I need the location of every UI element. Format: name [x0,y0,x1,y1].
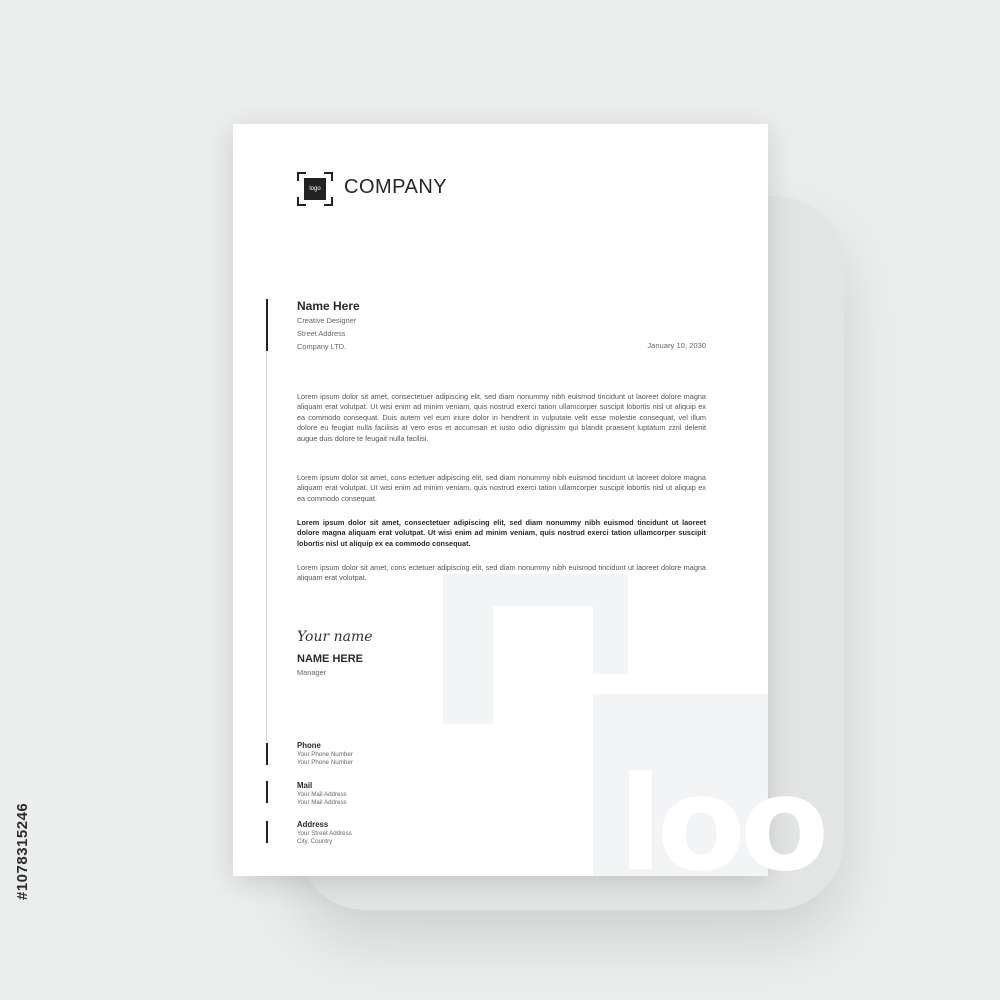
accent-line-recipient [266,299,268,351]
logo-icon [297,172,333,206]
address-line-1: Your Street Address [297,830,352,837]
accent-line-address [266,821,268,843]
phone-line-2: Your Phone Number [297,759,353,766]
recipient-name: Name Here [297,299,360,313]
company-name: COMPANY [344,176,448,198]
signatory-role: Manager [297,668,327,677]
phone-line-1: Your Phone Number [297,751,353,758]
recipient-title: Creative Designer [297,316,357,325]
phone-label: Phone [297,741,321,750]
background-bracket-shape [593,574,628,674]
address-label: Address [297,820,329,829]
body-paragraph-2: Lorem ipsum dolor sit amet, cons ectetuer adipiscing elit, sed diam nonummy nibh euismod tincidunt ut laoreet dolore magna aliquam erat volutpat. Ut wisi enim ad minim veniam, quis nostrud exerci tation ullamcorper suscipit lobortis nisl ut aliquip ex ea commodo consequat. [297,473,706,503]
body-paragraph-3: Lorem ipsum dolor sit amet, consectetuer adipiscing elit, sed diam nonummy nibh euismod tincidunt ut laoreet dolore magna aliquam erat volutpat. Ut wisi enim ad minim veniam, quis nostrud exerci tation ullamcorper suscipit lobortis nisl ut aliquip ex ea commodo consequat. [297,518,706,548]
background-logo-text: loo [618,748,824,900]
divider-line [266,351,267,741]
body-paragraph-1: Lorem ipsum dolor sit amet, consectetuer adipiscing elit, sed diam nonummy nibh euismod tincidunt ut laoreet dolore magna aliquam erat volutpat. Ut wisi enim ad minim veniam, quis nostrud exerci tation ullamcorper suscipit lobortis nisl ut aliquip ex ea commodo consequat. Duis autem vel eum iriure dolor in hendrerit in vulputate velit esse molestie consequat, vel illum dolore eu feugiat nulla facilisis at vero eros et accumsan et iusto odio dignissim qui blandit praesent luptatum zzril delenit augue duis dolore te feugait nulla facilisi. [297,392,706,443]
recipient-street: Street Address [297,329,346,338]
recipient-company: Company LTD. [297,342,347,351]
letter-date: January 10, 2030 [647,341,706,350]
accent-line-mail [266,781,268,803]
logo-label: logo [304,178,326,200]
signature-script: Your name [297,629,373,645]
body-paragraph-4: Lorem ipsum dolor sit amet, cons ectetuer adipiscing elit, sed diam nonummy nibh euismod tincidunt ut laoreet dolore magna aliquam erat volutpat. [297,563,706,583]
stock-id-label: #1078315246 [14,802,31,900]
mail-line-2: Your Mail Address [297,799,347,806]
letterhead-sheet [233,124,824,900]
signatory-name: NAME HERE [297,653,364,665]
address-line-2: City, Country [297,838,333,845]
accent-line-phone [266,743,268,765]
mail-label: Mail [297,781,313,790]
mail-line-1: Your Mail Address [297,791,347,798]
